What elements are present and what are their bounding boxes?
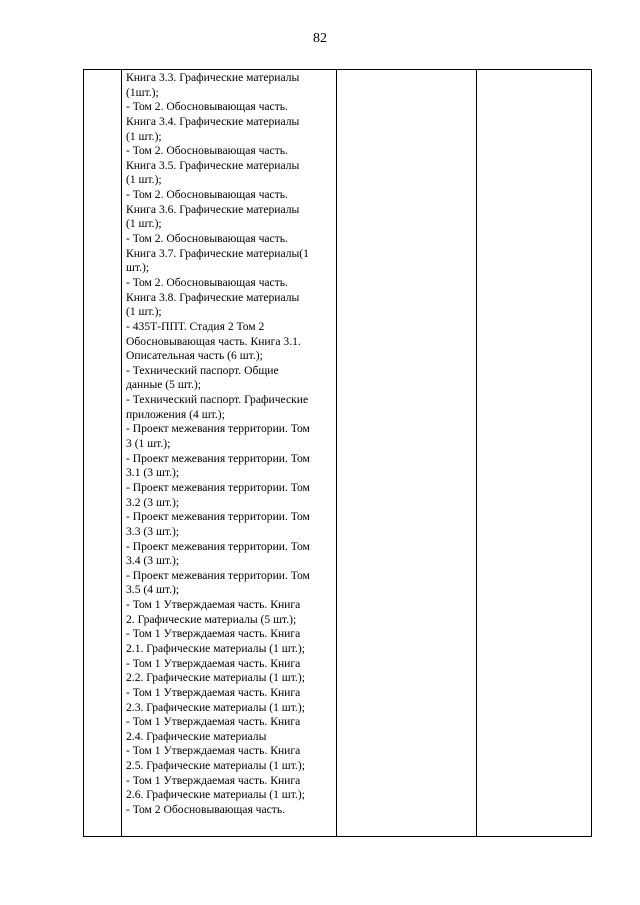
document-line: - Том 2. Обосновывающая часть. [126, 275, 288, 289]
document-line: - 435Т-ППТ. Стадия 2 Том 2 [126, 319, 265, 333]
document-line: 2. Графические материалы (5 шт.); [126, 612, 297, 626]
document-line: - Проект межевания территории. Том [126, 422, 310, 436]
document-line: 2.2. Графические материалы (1 шт.); [126, 671, 305, 685]
document-line: - Проект межевания территории. Том [126, 568, 310, 582]
document-line: - Проект межевания территории. Том [126, 480, 310, 494]
document-line: - Том 1 Утверждаемая часть. Книга [126, 656, 301, 670]
document-table [83, 69, 592, 837]
document-line: - Том 2 Обосновывающая часть. [126, 803, 286, 817]
document-line: Книга 3.5. Графические материалы [126, 158, 300, 172]
document-line: - Том 2. Обосновывающая часть. [126, 100, 288, 114]
document-line: Книга 3.8. Графические материалы [126, 290, 300, 304]
table-cell-empty-1 [337, 70, 477, 837]
document-line: (1шт.); [126, 85, 159, 99]
table-cell-documents [122, 70, 337, 837]
document-line: 2.5. Графические материалы (1 шт.); [126, 759, 305, 773]
document-line: - Том 1 Утверждаемая часть. Книга [126, 685, 301, 699]
document-line: (1 шт.); [126, 305, 162, 319]
document-line: - Технический паспорт. Общие [126, 363, 279, 377]
document-line: данные (5 шт.); [126, 378, 201, 392]
document-line: - Проект межевания территории. Том [126, 539, 310, 553]
page-number: 82 [313, 31, 327, 46]
document-line: 2.6. Графические материалы (1 шт.); [126, 788, 305, 802]
document-line: 3.5 (4 шт.); [126, 583, 180, 597]
document-line: (1 шт.); [126, 217, 162, 231]
document-line: Книга 3.3. Графические материалы [126, 71, 300, 84]
document-line: - Том 1 Утверждаемая часть. Книга [126, 715, 301, 729]
document-line: - Проект межевания территории. Том [126, 510, 310, 524]
document-line: - Том 2. Обосновывающая часть. [126, 232, 288, 246]
document-line: - Проект межевания территории. Том [126, 451, 310, 465]
document-line: - Том 1 Утверждаемая часть. Книга [126, 598, 301, 612]
table-cell-number [84, 70, 122, 837]
document-line: Книга 3.6. Графические материалы [126, 202, 300, 216]
table-row [84, 70, 592, 837]
document-line: Описательная часть (6 шт.); [126, 349, 263, 363]
document-line: 3.2 (3 шт.); [126, 495, 180, 509]
document-line: 3.3 (3 шт.); [126, 524, 180, 538]
document-line: 2.1. Графические материалы (1 шт.); [126, 641, 305, 655]
document-line: 2.4. Графические материалы [126, 729, 267, 743]
document-line: - Том 2. Обосновывающая часть. [126, 144, 288, 158]
document-line: Книга 3.4. Графические материалы [126, 114, 300, 128]
document-line: 3 (1 шт.); [126, 437, 171, 451]
document-line: Книга 3.7. Графические материалы(1 [126, 246, 309, 260]
document-line: приложения (4 шт.); [126, 407, 225, 421]
document-line: 2.3. Графические материалы (1 шт.); [126, 700, 305, 714]
document-line: 3.1 (3 шт.); [126, 466, 180, 480]
document-line: - Том 1 Утверждаемая часть. Книга [126, 744, 301, 758]
document-line: - Том 2. Обосновывающая часть. [126, 188, 288, 202]
document-line: шт.); [126, 261, 150, 275]
document-line: - Том 1 Утверждаемая часть. Книга [126, 773, 301, 787]
document-line: - Технический паспорт. Графические [126, 393, 309, 407]
document-line: (1 шт.); [126, 173, 162, 187]
documents-list [122, 70, 336, 818]
document-line: Обосновывающая часть. Книга 3.1. [126, 334, 301, 348]
document-line: 3.4 (3 шт.); [126, 554, 180, 568]
table-cell-empty-2 [477, 70, 592, 837]
document-line: (1 шт.); [126, 129, 162, 143]
document-line: - Том 1 Утверждаемая часть. Книга [126, 627, 301, 641]
